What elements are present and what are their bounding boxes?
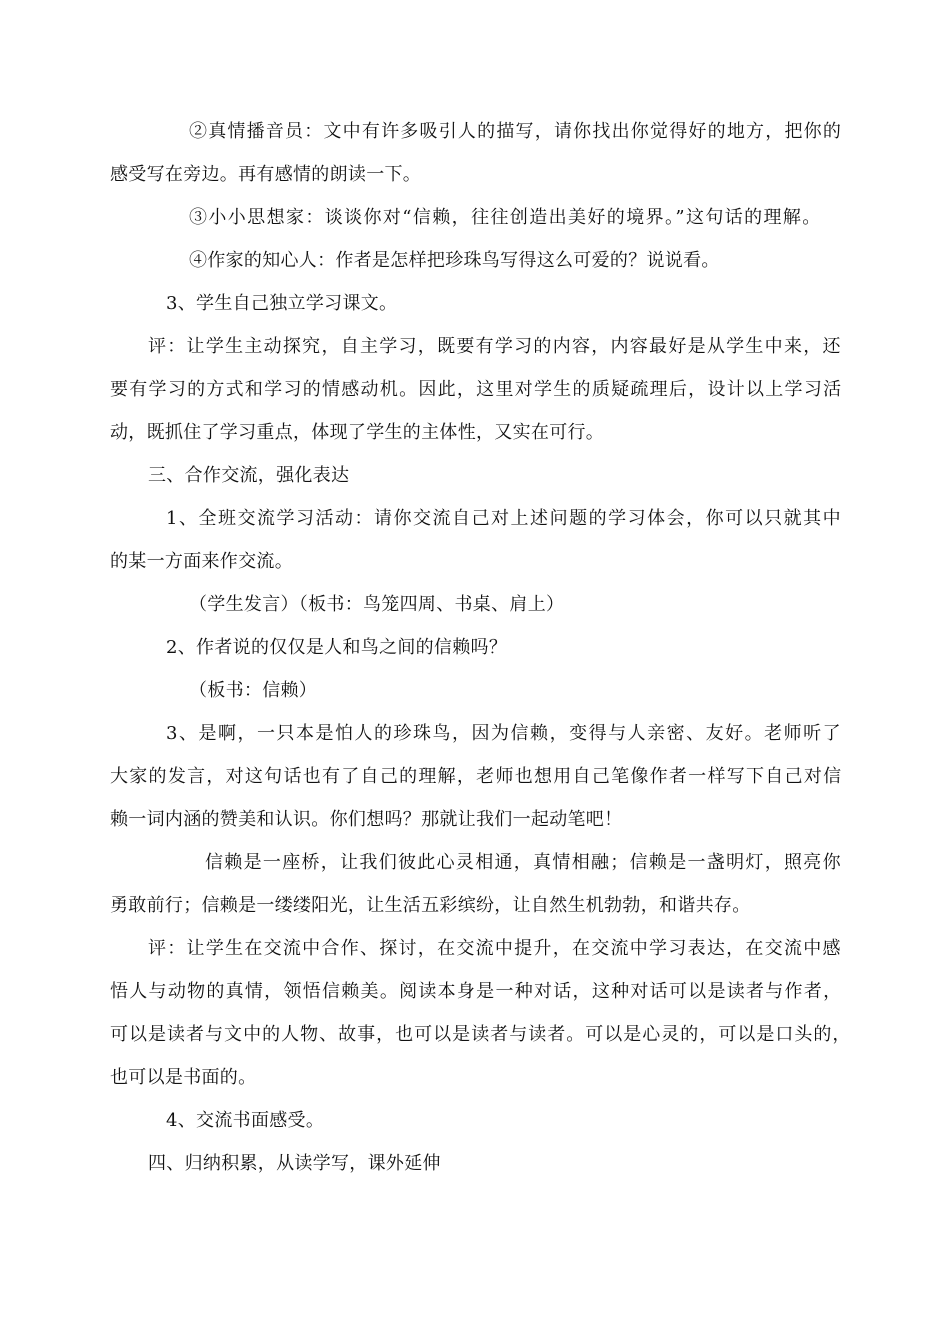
- paragraph-line: 大家的发言，对这句话也有了自己的理解，老师也想用自己笔像作者一样写下自己对信: [110, 766, 843, 787]
- paragraph-line: （学生发言）（板书：鸟笼四周、书桌、肩上）: [189, 594, 565, 615]
- paragraph-line: 3、是啊，一只本是怕人的珍珠鸟，因为信赖，变得与人亲密、友好。老师听了: [166, 723, 843, 744]
- paragraph-line: 也可以是书面的。: [110, 1067, 257, 1088]
- paragraph-line: 的某一方面来作交流。: [110, 551, 293, 572]
- paragraph-line: 评：让学生主动探究，自主学习，既要有学习的内容，内容最好是从学生中来，还: [148, 336, 842, 357]
- paragraph-line: ②真情播音员：文中有许多吸引人的描写，请你找出你觉得好的地方，把你的: [189, 121, 843, 142]
- paragraph-line: 评：让学生在交流中合作、探讨，在交流中提升，在交流中学习表达，在交流中感: [148, 938, 842, 959]
- paragraph-line: ③小小思想家：谈谈你对“信赖，往往创造出美好的境界。”这句话的理解。: [189, 207, 822, 228]
- paragraph-line: 要有学习的方式和学习的情感动机。因此，这里对学生的质疑疏理后，设计以上学习活: [110, 379, 843, 400]
- paragraph-line: 勇敢前行；信赖是一缕缕阳光，让生活五彩缤纷，让自然生机勃勃，和谐共存。: [110, 895, 751, 916]
- paragraph-line: 1、全班交流学习活动：请你交流自己对上述问题的学习体会，你可以只就其中: [166, 508, 843, 529]
- paragraph-line: 2、作者说的仅仅是人和鸟之间的信赖吗？: [166, 637, 508, 658]
- paragraph-line: 3、学生自己独立学习课文。: [166, 293, 398, 314]
- paragraph-line: ④作家的知心人：作者是怎样把珍珠鸟写得这么可爱的？说说看。: [189, 250, 720, 271]
- section-heading: 三、合作交流，强化表达: [148, 465, 350, 486]
- paragraph-line: 赖一词内涵的赞美和认识。你们想吗？那就让我们一起动笔吧！: [110, 809, 623, 830]
- paragraph-line: 信赖是一座桥，让我们彼此心灵相通，真情相融；信赖是一盏明灯，照亮你: [205, 852, 842, 873]
- section-heading: 四、归纳积累，从读学写，课外延伸: [148, 1153, 441, 1174]
- paragraph-line: 可以是读者与文中的人物、故事，也可以是读者与读者。可以是心灵的，可以是口头的，: [110, 1024, 852, 1045]
- paragraph-line: 4、交流书面感受。: [166, 1110, 325, 1131]
- paragraph-line: 动，既抓住了学习重点，体现了学生的主体性，又实在可行。: [110, 422, 605, 443]
- paragraph-line: 感受写在旁边。再有感情的朗读一下。: [110, 164, 422, 185]
- paragraph-line: 悟人与动物的真情，领悟信赖美。阅读本身是一种对话，这种对话可以是读者与作者，: [110, 981, 843, 1002]
- paragraph-line: （板书：信赖）: [189, 680, 318, 701]
